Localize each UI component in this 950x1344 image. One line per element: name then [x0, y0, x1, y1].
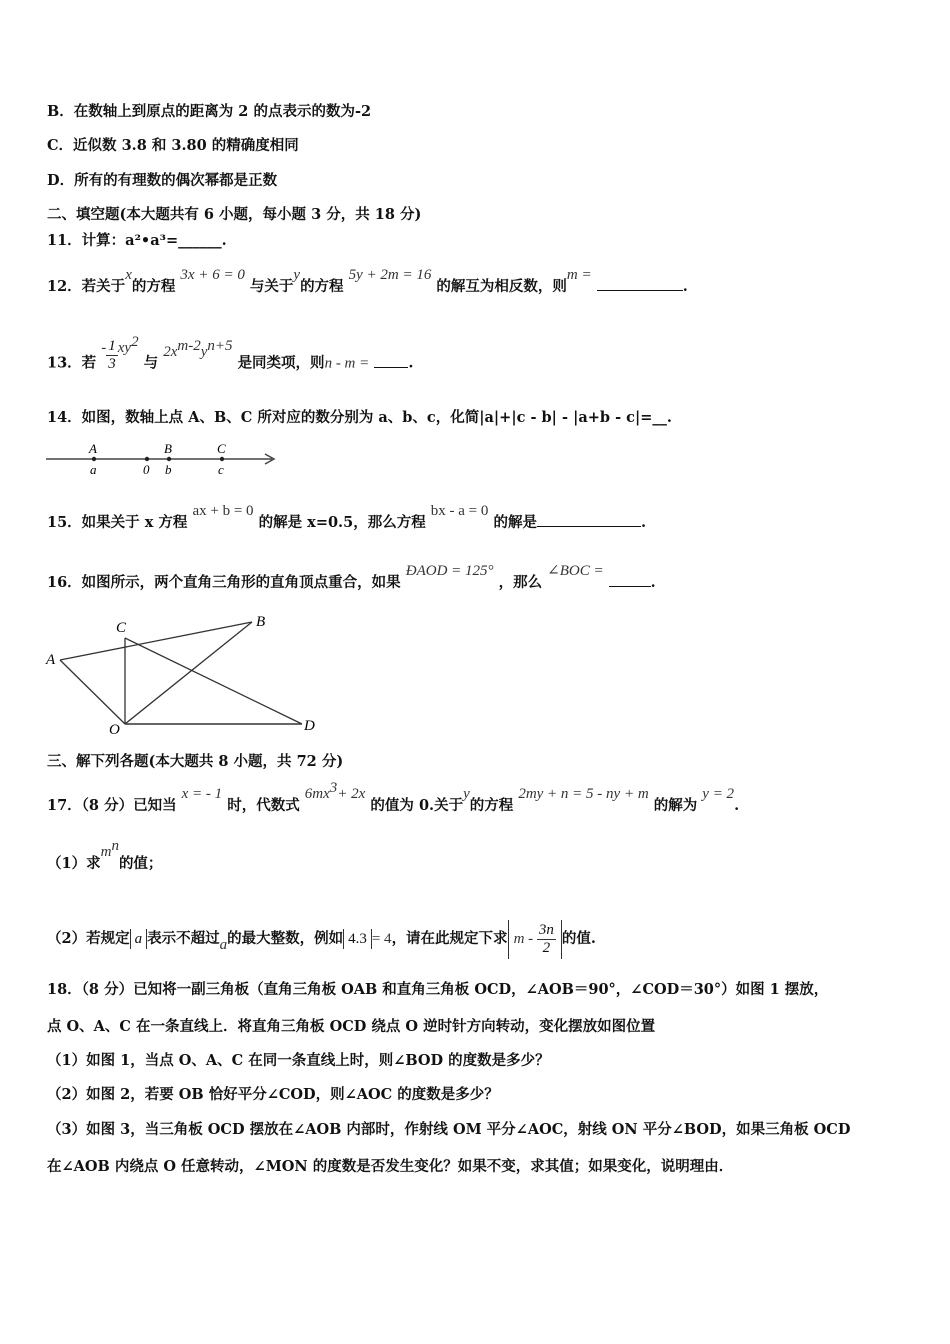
label-c: c — [218, 462, 224, 477]
point-c — [220, 457, 224, 461]
number-line-figure — [44, 438, 280, 478]
label-B: B — [164, 441, 172, 456]
question-16: 16．如图所示，两个直角三角形的直角顶点重合，如果 ÐAOD = 125° ，那么 ∠BOC = . — [47, 563, 656, 591]
point-label-B: B — [256, 614, 266, 630]
label-a: a — [90, 462, 97, 477]
question-18-part-2: （2）如图 2，若要 OB 恰好平分∠COD，则∠AOC 的度数是多少？ — [47, 1086, 499, 1103]
label-0: 0 — [143, 462, 150, 477]
answer-blank[interactable] — [597, 276, 683, 291]
question-18-part-1: （1）如图 1，当点 O、A、C 在同一条直线上时，则∠BOD 的度数是多少？ — [47, 1052, 550, 1069]
question-18-part-3: （3）如图 3，当三角板 OCD 摆放在∠AOB 内部时，作射线 OM 平分∠AOC，射线 ON 平分∠BOD，如果三角板 OCD — [47, 1121, 851, 1138]
segment-OB — [125, 622, 252, 724]
point-label-D: D — [304, 718, 315, 734]
question-17-part-2: （2）若规定 a 表示不超过a的最大整数，例如 4.3 = 4，请在此规定下求 m - $\frac{3n}{2}$ 的值. — [47, 920, 596, 959]
point-b — [167, 457, 171, 461]
point-label-O: O — [109, 722, 120, 738]
question-18-line-1: 18．（8 分）已知将一副三角板（直角三角板 OAB 和直角三角板 OCD，∠AOB＝90°，∠COD＝30°）如图 1 摆放， — [47, 981, 829, 998]
point-label-A: A — [46, 652, 56, 668]
question-15: 15．如果关于 x 方程 ax + b = 0 的解是 x=0.5，那么方程 bx - a = 0 的解是 . — [47, 503, 647, 531]
question-18-part-3-cont: 在∠AOB 内绕点 O 任意转动，∠MON 的度数是否发生变化？如果不变，求其值；如果变化，说明理由． — [47, 1158, 734, 1175]
label-b: b — [165, 462, 172, 477]
question-18-line-2: 点 O、A、C 在一条直线上．将直角三角板 OCD 绕点 O 逆时针方向转动，变化摆放如图位置 — [47, 1018, 656, 1035]
question-13: 13．若 - $\frac{1}{3}$ $xy^2$ 与 $2x^{m-2}y^{n+5}$ 是同类项，则n - m = . — [47, 333, 414, 372]
point-origin — [145, 457, 149, 461]
question-17: 17．（8 分）已知当 x = - 1 时，代数式 $6mx^3+ 2x$ 的值为 0.关于y的方程 2my + n = 5 - ny + m 的解为 y = 2. — [47, 780, 740, 814]
triangles-figure — [40, 610, 330, 740]
answer-blank[interactable] — [609, 572, 651, 587]
question-12: 12．若关于x的方程 3x + 6 = 0 与关于y的方程 5y + 2m = 16 的解互为相反数，则m = . — [47, 267, 688, 295]
option-d: D．所有的有理数的偶次幂都是正数 — [47, 172, 278, 189]
option-c: C．近似数 3.8 和 3.80 的精确度相同 — [47, 137, 299, 154]
question-17-part-1: （1）求$m^n$的值； — [47, 838, 163, 872]
label-C: C — [217, 441, 226, 456]
point-a — [92, 457, 96, 461]
section-3-title: 三、解下列各题(本大题共 8 小题，共 72 分) — [47, 753, 344, 770]
segment-AO — [60, 660, 125, 724]
question-11: 11．计算：a²•a³=______. — [47, 232, 227, 249]
label-A: A — [89, 441, 97, 456]
segment-AB — [60, 622, 252, 660]
segment-CD — [125, 638, 302, 724]
section-2-title: 二、填空题(本大题共有 6 小题，每小题 3 分，共 18 分) — [47, 206, 422, 223]
point-label-C: C — [116, 620, 127, 636]
answer-blank[interactable] — [374, 353, 408, 368]
question-14: 14．如图，数轴上点 A、B、C 所对应的数分别为 a、b、c，化简|a|+|c - b| - |a+b - c|=__. — [47, 409, 672, 426]
answer-blank[interactable] — [537, 512, 641, 527]
option-b: B．在数轴上到原点的距离为 2 的点表示的数为-2 — [47, 103, 372, 120]
